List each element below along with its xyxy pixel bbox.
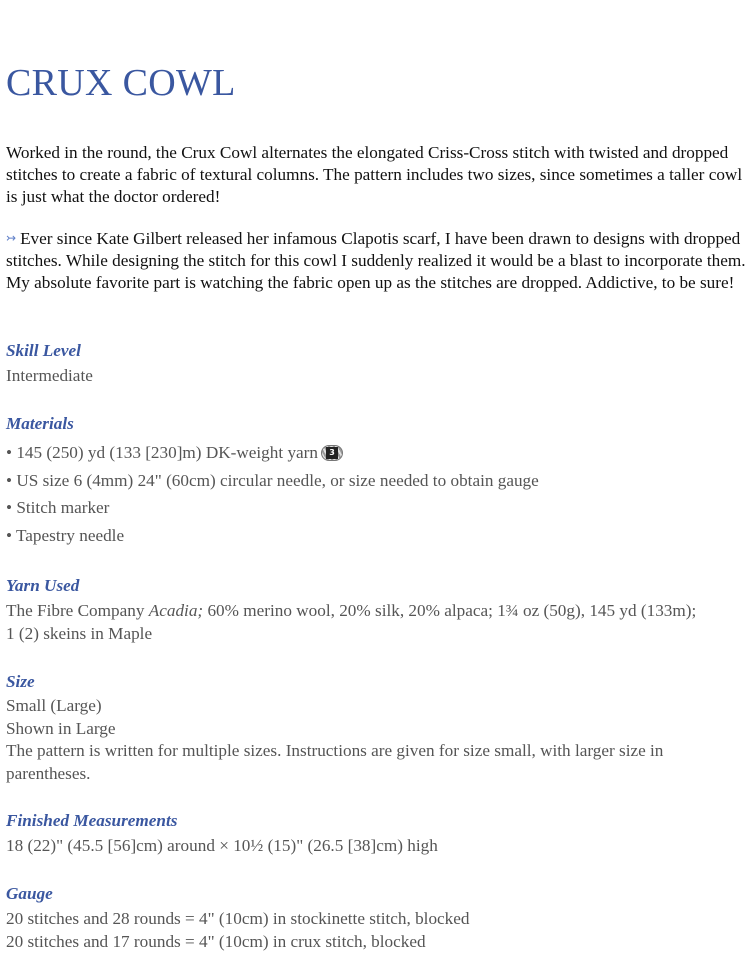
gauge-line: 20 stitches and 28 rounds = 4" (10cm) in stockinette stitch, blocked: [6, 909, 470, 928]
materials-list: [6, 442, 539, 552]
finished-measurements-value: 18 (22)" (45.5 [56]cm) around × 10½ (15)" (26.5 [38]cm) high: [6, 836, 438, 855]
size-line: Small (Large): [6, 696, 102, 715]
finished-measurements-heading: Finished Measurements: [6, 811, 178, 830]
gauge-heading: Gauge: [6, 884, 53, 903]
size-details: [6, 695, 748, 785]
page-title: CRUX COWL: [6, 62, 236, 104]
materials-heading: Materials: [6, 414, 74, 433]
yarn-name: Acadia;: [148, 601, 204, 620]
intro-paragraph: Worked in the round, the Crux Cowl alternates the elongated Criss-Cross stitch with twisted and dropped stitches to create a fabric of textural columns. The pattern includes two sizes, since sometimes a taller cowl is just what the doctor ordered!: [6, 143, 743, 206]
arrow-bullet-icon: ↣: [6, 231, 17, 245]
gauge-line: 20 stitches and 17 rounds = 4" (10cm) in crux stitch, blocked: [6, 931, 426, 951]
materials-item-yarn: • 145 (250) yd (133 [230]m) DK-weight yarn 3: [6, 442, 539, 470]
materials-item-stitch-marker: • Stitch marker: [6, 498, 110, 517]
yarn-used-heading: Yarn Used: [6, 576, 80, 595]
size-line: parentheses.: [6, 763, 91, 783]
materials-item-tapestry-needle: • Tapestry needle: [6, 525, 125, 545]
size-heading: Size: [6, 672, 35, 691]
materials-item-needle: • US size 6 (4mm) 24" (60cm) circular needle, or size needed to obtain gauge: [6, 470, 539, 490]
skill-level-heading: Skill Level: [6, 341, 81, 360]
designer-note-paragraph: [6, 227, 746, 294]
yarn-used-details: The Fibre Company Acadia; 60% merino wool, 20% silk, 20% alpaca; 1¾ oz (50g), 145 yd (133m); 1 (2) skeins in Maple: [6, 601, 697, 643]
gauge-details: [6, 908, 748, 953]
skill-level-value: Intermediate: [6, 366, 93, 385]
yarn-weight-icon: 3: [320, 444, 344, 462]
designer-note-text: Ever since Kate Gilbert released her infamous Clapotis scarf, I have been drawn to designs with dropped stitches. While designing the stitch for this cowl I suddenly realized it would be a blast to incorporate them. My absolute favorite part is watching the fabric open up as the stitches are dropped. Addictive, to be sure!: [6, 229, 746, 292]
size-line: The pattern is written for multiple sizes. Instructions are given for size small, with larger size in: [6, 741, 664, 760]
size-line: Shown in Large: [6, 718, 116, 738]
